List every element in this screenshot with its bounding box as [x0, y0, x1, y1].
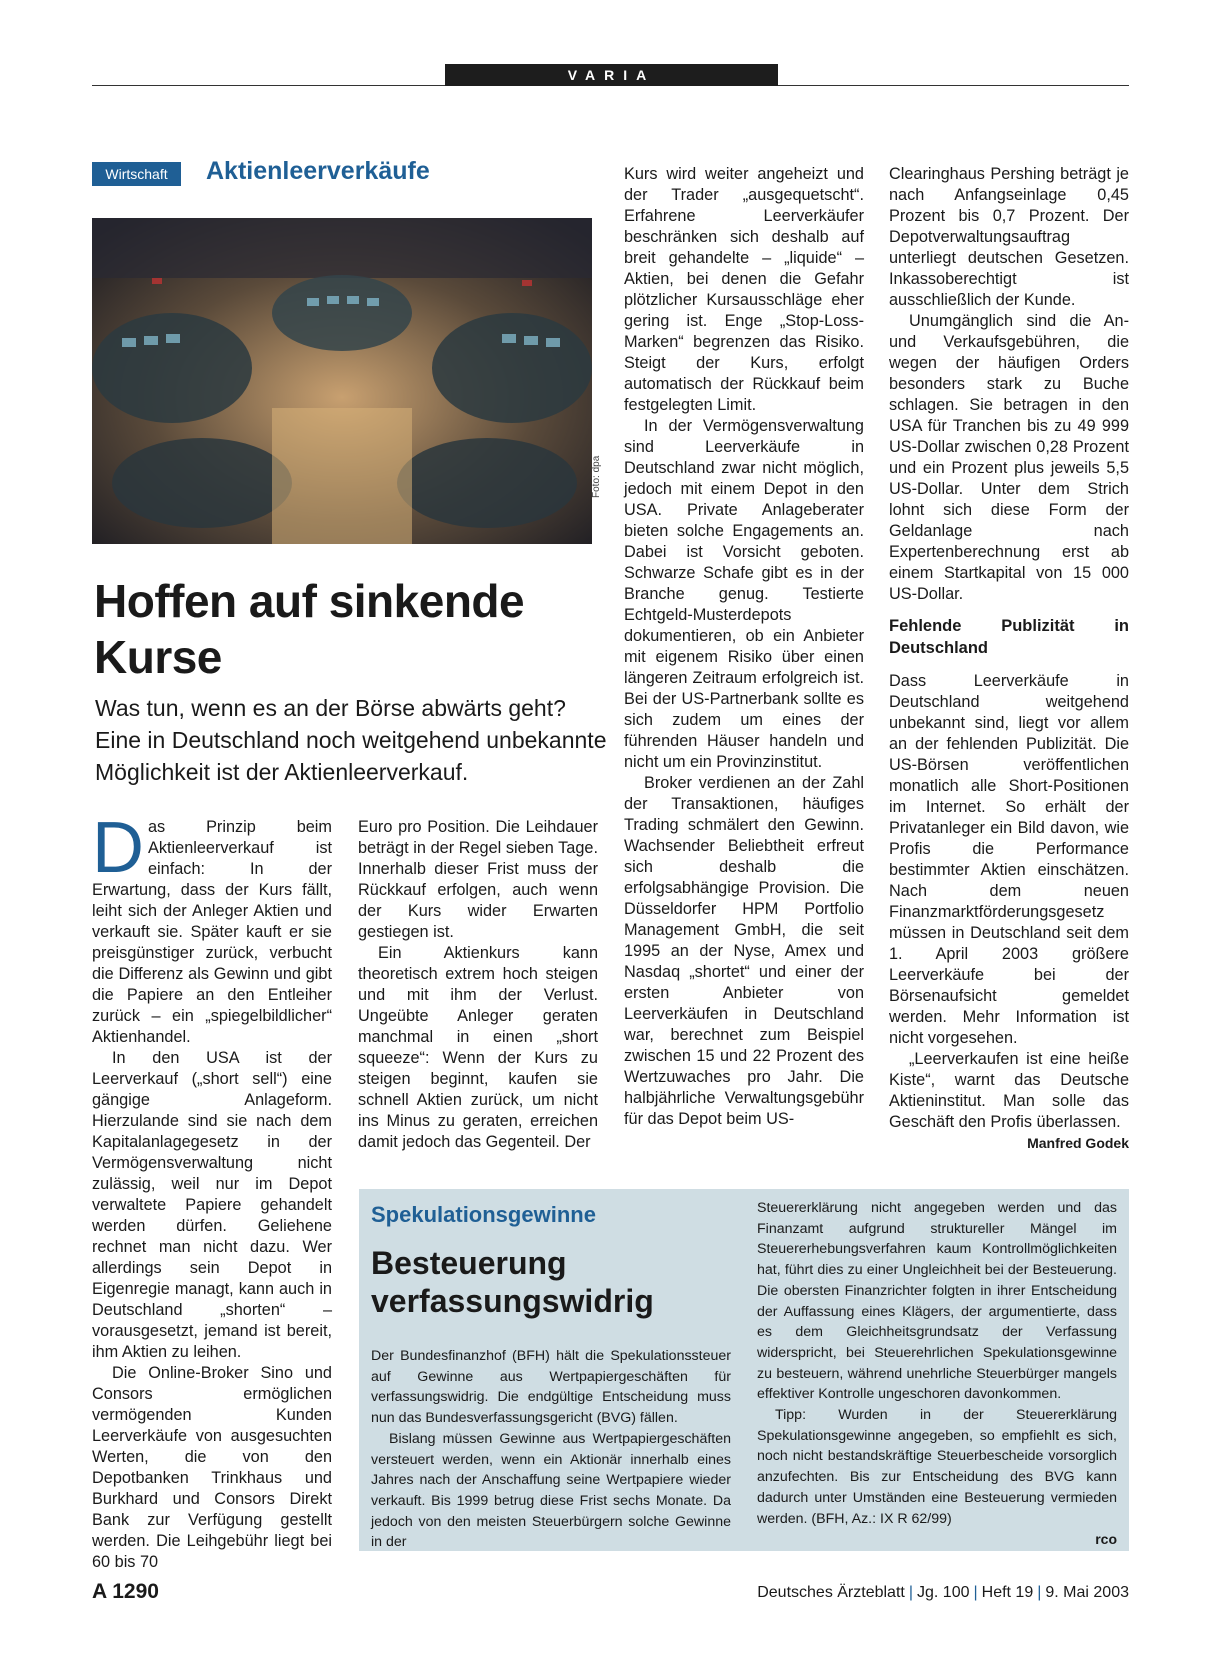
dropcap: D	[92, 808, 144, 888]
box-column-right	[757, 1198, 1117, 1550]
box-column-left	[371, 1346, 731, 1553]
box-headline: Besteuerung verfassungswidrig	[371, 1245, 654, 1319]
body-paragraph: Kurs wird weiter angeheizt und der Trader „ausgequetscht“. Erfahrene Leerverkäufer beschränken sich deshalb auf breit gehandelte – „liquide“ – Aktien, bei denen die Gefahr plötzlicher Kursausschläge eher gering ist. Enge „Stop-Loss-Marken“ begrenzen das Risiko. Steigt der Kurs, erfolgt automatisch der Rückkauf beim festgelegten Limit.	[624, 165, 864, 414]
article-column-1	[92, 808, 332, 1573]
journal-date: 9. Mai 2003	[1045, 1584, 1129, 1601]
article-column-2	[358, 817, 598, 1153]
body-paragraph: Euro pro Position. Die Leihdauer beträgt in der Regel sieben Tage. Innerhalb dieser Frist muss der Rückkauf erfolgen, auch wenn der Kurs wider Erwarten gestiegen ist.	[358, 818, 598, 941]
body-paragraph: Dass Leerverkäufe in Deutschland weitgehend unbekannt sind, liegt vor allem an der fehlenden Publizität. Die US-Börsen veröffentlichen monatlich alle Short-Positionen im Internet. So erhält der Privatanleger ein Bild davon, wie Profis die Performance bestimmter Aktien einschätzen. Nach dem neuen Finanzmarktförderungsgesetz müssen in Deutschland seit dem 1. April 2003 größere Leerverkäufe bei der Börsenaufsicht gemeldet werden. Mehr Information ist nicht vorgesehen.	[889, 672, 1129, 1047]
article-topic: Aktienleerverkäufe	[206, 157, 430, 185]
journal-volume: Jg. 100	[917, 1584, 970, 1601]
body-paragraph: Clearinghaus Pershing beträgt je nach Anfangseinlage 0,45 Prozent bis 0,7 Prozent. Der Depotverwaltungsauftrag unterliegt deutschen Gesetzen. Inkassoberechtigt ist ausschließlich der Kunde.	[889, 165, 1129, 309]
article-column-4	[889, 164, 1129, 1154]
headline: Hoffen auf sinkende Kurse	[94, 575, 525, 683]
section-label: VARIA	[445, 64, 778, 86]
rubric-badge: Wirtschaft	[92, 162, 181, 186]
author-signature: Manfred Godek	[1027, 1135, 1129, 1151]
journal-issue: Heft 19	[981, 1584, 1034, 1601]
body-paragraph: „Leerverkaufen ist eine heiße Kiste“, warnt das Deutsche Aktieninstitut. Man solle das Geschäft den Profis überlassen.	[889, 1050, 1129, 1131]
box-topic: Spekulationsgewinne	[371, 1202, 596, 1227]
body-paragraph: Unumgänglich sind die An- und Verkaufsgebühren, die wegen der häufigen Orders besonders stark zu Buche schlagen. Sie betragen in den USA für Tranchen bis zu 49 999 US-Dollar zwischen 0,28 Prozent und ein Prozent plus jeweils 5,5 US-Dollar. Unter dem Strich lohnt sich diese Form der Geldanlage nach Expertenberechnung erst ab einem Startkapital von 15 000 US-Dollar.	[889, 312, 1129, 603]
body-paragraph: as Prinzip beim Aktienleerverkauf ist einfach: In der Erwartung, dass der Kurs fällt, leiht sich der Anleger Aktien und verkauft sie. Später kauft er sie preisgünstiger zurück, verbucht die Differenz als Gewinn und gibt die Papiere an den Entleiher zurück – ein „spiegelbildlicher“ Aktienhandel.	[92, 818, 332, 1046]
article-column-3	[624, 164, 864, 1130]
body-paragraph: In den USA ist der Leerverkauf („short sell“) eine gängige Anlageform. Hierzulande sind sie nach dem Kapitalanlagegesetz in der Vermögensverwaltung nicht zulässig, weil nur im Depot verwaltete Papiere gehandelt werden dürfen. Geliehene rechnet man nicht dazu. Wer allerdings sein Depot in Eigenregie managt, kann auch in Deutschland „shorten“ – vorausgesetzt, jemand ist bereit, ihm Aktien zu leihen.	[92, 1049, 332, 1361]
box-paragraph: Der Bundesfinanzhof (BFH) hält die Spekulationssteuer auf Gewinne aus Wertpapiergeschäften für verfassungswidrig. Die endgültige Entscheidung muss nun das Bundesverfassungsgericht (BVG) fällen.	[371, 1348, 731, 1427]
stock-exchange-photo	[92, 218, 592, 544]
body-paragraph: Broker verdienen an der Zahl der Transaktionen, häufiges Trading schmälert den Gewinn. Wachsender Beliebtheit erfreut sich deshalb die erfolgsabhängige Provision. Die Düsseldorfer HPM Portfolio Management GmbH, die seit 1995 an der Nyse, Amex und Nasdaq „shortet“ und einer der ersten Anbieter von Leerverkäufen in Deutschland war, berechnet zum Beispiel zwischen 15 und 22 Prozent des Wertzuwaches pro Jahr. Die halbjährliche Verwaltungsgebühr für das Depot beim US-	[624, 774, 864, 1128]
box-author: rco	[1095, 1531, 1117, 1548]
photo-credit: Foto: dpa	[591, 455, 602, 498]
box-paragraph: Steuererklärung nicht angegeben werden und das Finanzamt aufgrund struktureller Mängel im Steuererhebungsverfahren kaum Kontrollmöglichkeiten hat, führt dies zu einer Ungleichheit bei der Besteuerung. Die obersten Finanzrichter folgten in ihrer Entscheidung der Auffassung eines Klägers, der argumentierte, dass es dem Gleichheitsgrundsatz der Verfassung widerspricht, bei Steuerehrlichen Spekulationsgewinne zu besteuern, während unehrliche Steuerbürger mangels effektiver Kontrolle ungeschoren davonkommen.	[757, 1200, 1117, 1403]
box-paragraph: Tipp: Wurden in der Steuererklärung Spekulationsgewinne angegeben, so empfiehlt es sich, noch nicht bestandskräftige Steuerbescheide vorsorglich anzufechten. Bis zur Entscheidung des BVG kann dadurch unter Umständen eine Besteuerung vermieden werden. (BFH, Az.: IX R 62/99)	[757, 1407, 1117, 1527]
journal-footer: Deutsches Ärzteblatt | Jg. 100 | Heft 19 | 9. Mai 2003	[757, 1584, 1129, 1601]
body-paragraph: Die Online-Broker Sino und Consors ermöglichen vermögenden Kunden Leerverkäufe von ausgesuchten Werten, die von den Depotbanken Trinkhaus und Burkhard und Consors Direkt Bank zur Verfügung gestellt werden. Die Leihgebühr liegt bei 60 bis 70	[92, 1364, 332, 1571]
lead-paragraph: Was tun, wenn es an der Börse abwärts geht? Eine in Deutschland noch weitgehend unbekannte Möglichkeit ist der Aktienleerverkauf.	[95, 695, 607, 785]
journal-name: Deutsches Ärzteblatt	[757, 1584, 905, 1601]
body-paragraph: In der Vermögensverwaltung sind Leerverkäufe in Deutschland zwar nicht möglich, jedoch mit einem Depot in den USA. Private Anlageberater bieten solche Engagements an. Dabei ist Vorsicht geboten. Schwarze Schafe gibt es in der Branche genug. Testierte Echtgeld-Musterdepots dokumentieren, ob ein Anbieter mit eigenem Risiko über einen längeren Zeitraum erfolgreich ist. Bei der US-Partnerbank sollte es sich zudem um eines der führenden Häuser handeln und nicht um ein Provinzinstitut.	[624, 417, 864, 771]
box-paragraph: Bislang müssen Gewinne aus Wertpapiergeschäften versteuert werden, wenn ein Aktionär innerhalb eines Jahres nach der Anschaffung seine Wertpapiere wieder verkauft. Bis 1999 betrug diese Frist sechs Monate. Da jedoch von den meisten Steuerbürgern solche Gewinne in der	[371, 1430, 731, 1551]
body-paragraph: Ein Aktienkurs kann theoretisch extrem hoch steigen und mit ihm der Verlust. Ungeübte Anleger geraten manchmal in einen „short squeeze“: Wenn der Kurs zu steigen beginnt, kaufen sie schnell Aktien zurück, um nicht ins Minus zu geraten, erreichen damit jedoch das Gegenteil. Der	[358, 944, 598, 1151]
subheading: Fehlende Publizität in Deutschland	[889, 617, 1129, 657]
page-number: A 1290	[92, 1580, 159, 1603]
